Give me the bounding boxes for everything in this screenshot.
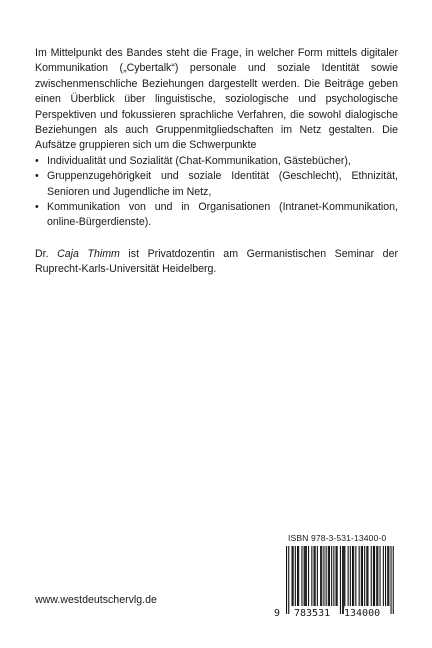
barcode-bar (393, 546, 394, 614)
barcode-bar (374, 546, 375, 606)
barcode-bar (320, 546, 321, 606)
focus-list (35, 154, 398, 231)
barcode-bar (344, 546, 345, 606)
barcode-bar (315, 546, 316, 606)
barcode-bar (352, 546, 353, 606)
barcode-bar (298, 546, 299, 606)
author-text: ist Privatdozentin am Germanistischen Seminar der Ruprecht-Karls-Universität Heidelberg. (35, 247, 398, 276)
author-name: Caja Thimm (57, 247, 120, 260)
barcode-bar (366, 546, 367, 606)
barcode-bar (388, 546, 389, 606)
barcode-bar (328, 546, 329, 606)
barcode-bar (385, 546, 386, 606)
barcode-bars (286, 546, 398, 616)
barcode (274, 546, 400, 620)
barcode-bar (292, 546, 293, 606)
barcode-bar (391, 546, 392, 614)
barcode-bar (293, 546, 294, 606)
barcode-left-digits: 783531 (294, 608, 331, 619)
barcode-bar (348, 546, 349, 606)
barcode-bar (343, 546, 344, 614)
barcode-bar (336, 546, 337, 606)
author-prefix: Dr. (35, 247, 58, 260)
barcode-bar (323, 546, 324, 606)
barcode-bar (311, 546, 312, 606)
isbn-label: ISBN 978-3-531-13400-0 (288, 533, 387, 543)
barcode-bar (380, 546, 381, 606)
focus-item: • Kommunikation von und in Organisationen (Intranet-Kommunikation, online-Bürgerdienste). (35, 200, 398, 231)
barcode-right-digits: 134000 (344, 608, 381, 619)
barcode-bar (308, 546, 309, 606)
barcode-bar (295, 546, 296, 606)
barcode-bar (304, 546, 305, 606)
barcode-bar (337, 546, 338, 606)
barcode-bar (353, 546, 354, 606)
barcode-bar (373, 546, 374, 606)
barcode-bar (361, 546, 362, 606)
barcode-bar (297, 546, 298, 606)
barcode-bar (367, 546, 368, 606)
barcode-bar (329, 546, 330, 606)
barcode-bar (301, 546, 302, 606)
barcode-bar (377, 546, 378, 606)
barcode-bar (342, 546, 343, 614)
barcode-bar (326, 546, 327, 606)
barcode-bar (359, 546, 360, 606)
barcode-first-digit: 9 (274, 608, 281, 619)
publisher-website: www.westdeutschervlg.de (35, 594, 157, 606)
barcode-bar (333, 546, 334, 606)
barcode-bar (383, 546, 384, 606)
barcode-bar (314, 546, 315, 606)
barcode-bar (376, 546, 377, 606)
focus-item: • Individualität und Sozialität (Chat-Kommunikation, Gästebücher), (35, 154, 398, 169)
barcode-bar (288, 546, 289, 614)
barcode-bar (306, 546, 307, 606)
barcode-bar (355, 546, 356, 606)
barcode-bar (364, 546, 365, 606)
barcode-bar (387, 546, 388, 606)
isbn-block (274, 533, 400, 620)
author-bio (35, 247, 398, 278)
barcode-bar (321, 546, 322, 606)
barcode-bar (331, 546, 332, 606)
barcode-bar (362, 546, 363, 606)
barcode-bar (317, 546, 318, 606)
barcode-bar (350, 546, 351, 606)
barcode-bar (286, 546, 287, 614)
focus-item: • Gruppenzugehörigkeit und soziale Identität (Geschlecht), Ethnizität, Senioren und Jugendliche im Netz, (35, 169, 398, 200)
blurb (35, 46, 398, 278)
barcode-bar (371, 546, 372, 606)
barcode-bar (305, 546, 306, 606)
barcode-bar (340, 546, 341, 614)
blurb-paragraph: Im Mittelpunkt des Bandes steht die Frage, in welcher Form mittels digitaler Kommunikation („Cybertalk“) personale und soziale Identität sowie zwischenmenschliche Beziehungen dargestellt werden. Die Beiträge geben einen Überblick über linguistische, soziologische und psychologische Perspektiven und fokussieren sprachliche Verfahren, die sowohl dialogische Beziehungen als auch Gruppenmitgliedschaften im Netz gestalten. Die Aufsätze gruppieren sich um die Schwerpunkte (35, 47, 398, 152)
